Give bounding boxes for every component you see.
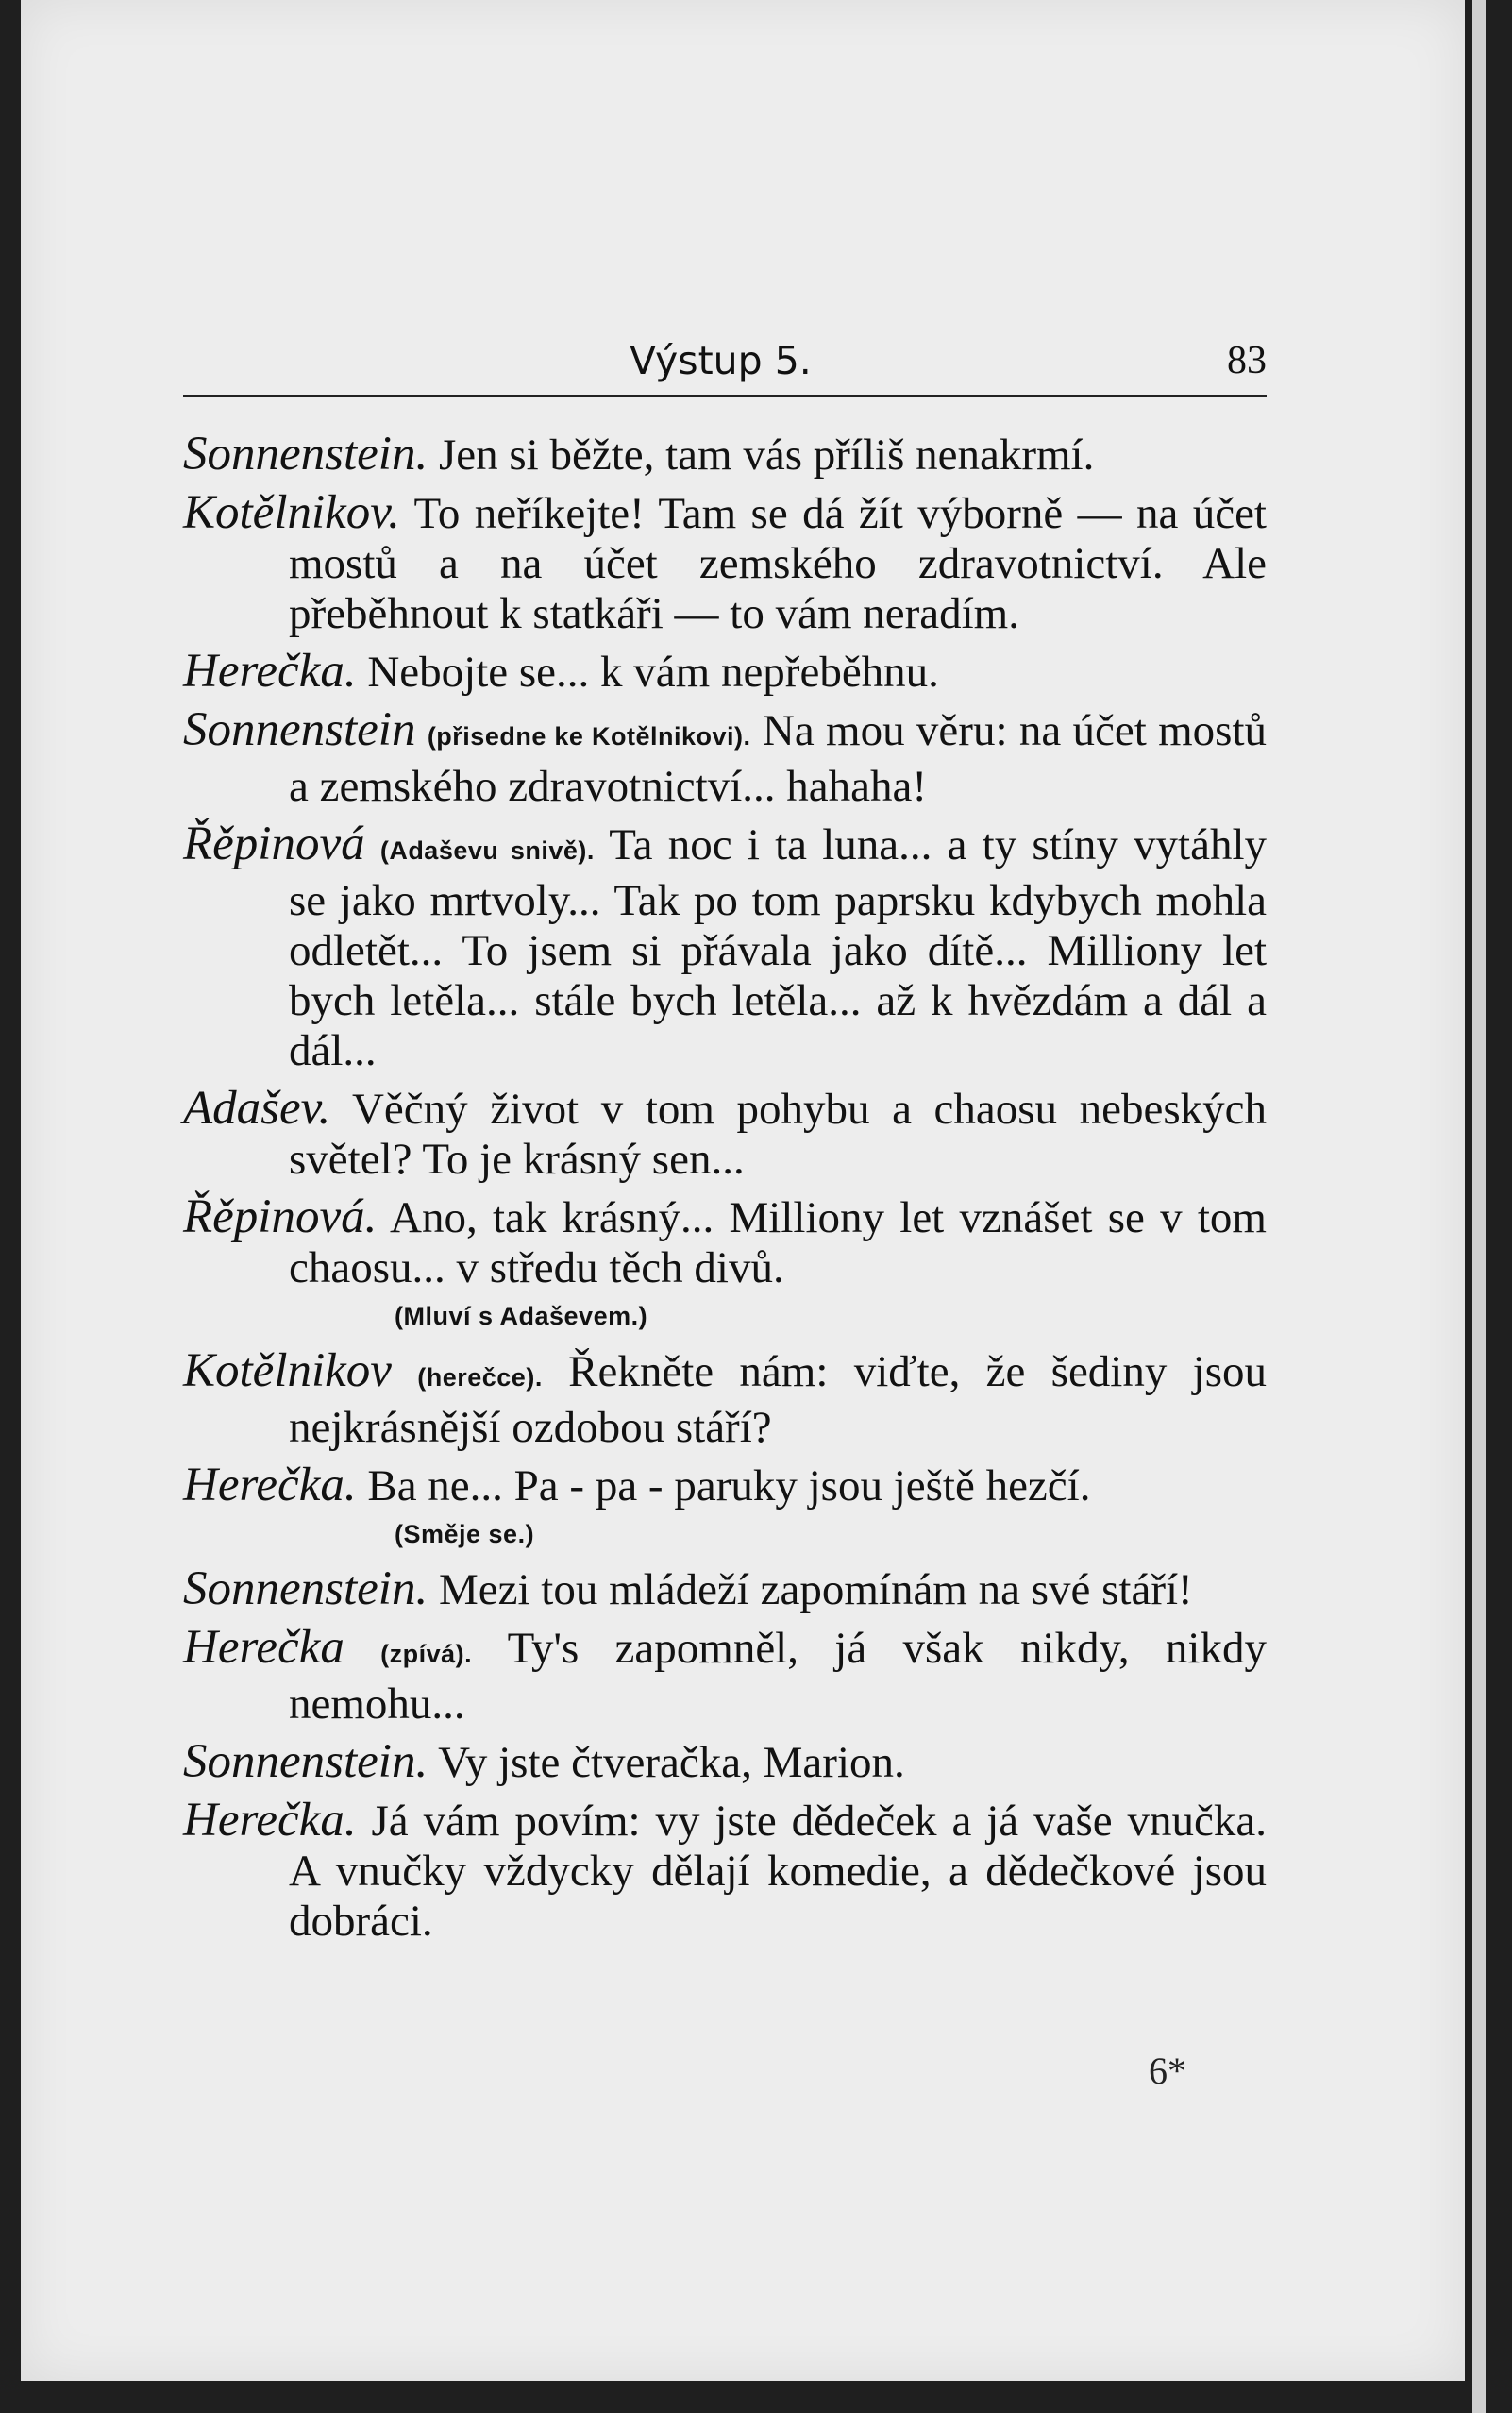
signature-mark: 6* (1149, 2050, 1186, 2092)
speech-9 (183, 1460, 1267, 1557)
speaker-name: Kotělnikov (183, 1344, 392, 1397)
speech-4 (183, 705, 1267, 812)
speech-8 (183, 1346, 1267, 1453)
stage-direction: (herečce). (417, 1363, 543, 1392)
running-header (183, 332, 1267, 404)
speech-text: To neříkejte! Tam se dá žít výborně — na účet mostů a na účet zemského zdravotnictví. Ale přeběhnout k statkáři — to vám neradím. (289, 489, 1267, 638)
play-text (183, 430, 1267, 1954)
stage-direction: (přisedne ke Kotělnikovi). (427, 722, 751, 751)
speaker-name: Herečka. (183, 1794, 357, 1847)
header-rule (183, 395, 1267, 397)
speaker-name: Sonnenstein. (183, 428, 428, 481)
speech-text: Nebojte se... k vám nepřeběhnu. (367, 648, 939, 697)
stage-direction: (zpívá). (380, 1640, 473, 1668)
speech-3 (183, 647, 1267, 698)
speech-text: Jen si běžte, tam vás příliš nenakrmí. (438, 430, 1095, 480)
speech-text: Vy jste čtveračka, Marion. (438, 1738, 905, 1787)
speech-11 (183, 1623, 1267, 1730)
speech-text: Ta noc i ta luna... a ty stíny vytáhly se jako mrtvoly... Tak po tom paprsku kdybych mohla odletět... To jsem si přávala jako dítě... Milliony let bych letěla... stále bych letěla... až k hvězdám a dál a dál... (289, 820, 1268, 1075)
speech-text: Já vám povím: vy jste dědeček a já vaše vnučka. A vnučky vždycky dělají komedie, a dědečkové jsou dobráci. (289, 1797, 1267, 1946)
speech-13 (183, 1796, 1267, 1947)
stage-direction: (Adaševu snivě). (379, 836, 595, 865)
speech-text: Na mou věru: na účet mostů a zemského zdravotnictví... hahaha! (289, 706, 1268, 811)
speech-7 (183, 1192, 1267, 1339)
speech-text: Ano, tak krásný... Milliony let vznášet se v tom chaosu... v středu těch divů. (289, 1193, 1267, 1292)
speaker-name: Kotělnikov. (183, 486, 400, 539)
speaker-name: Herečka. (183, 1459, 357, 1511)
speaker-name: Řěpinová (183, 818, 365, 870)
speaker-name: Sonnenstein. (183, 1735, 428, 1788)
speech-2 (183, 488, 1267, 639)
stage-direction: (Mluví s Adaševem.) (395, 1302, 648, 1330)
page-edge (1472, 0, 1486, 2413)
speech-text: Ba ne... Pa - pa - paruky jsou ještě hezčí. (367, 1461, 1091, 1510)
page-number: 83 (1227, 339, 1267, 382)
speech-12 (183, 1737, 1267, 1788)
speech-text: Mezi tou mládeží zapomínám na své stáří! (438, 1565, 1193, 1614)
speaker-name: Adašev. (183, 1082, 331, 1135)
speech-text: Věčný život v tom pohybu a chaosu nebeských světel? To je krásný sen... (289, 1085, 1267, 1184)
speech-1 (183, 430, 1267, 481)
speaker-name: Řěpinová. (183, 1190, 378, 1243)
speech-text: Řekněte nám: viďte, že šediny jsou nejkrásnější ozdobou stáří? (289, 1347, 1268, 1452)
speech-text: Ty's zapomněl, já však nikdy, nikdy nemohu... (289, 1624, 1267, 1729)
stage-direction: (Směje se.) (395, 1520, 535, 1548)
speaker-name: Herečka. (183, 645, 357, 698)
speech-6 (183, 1084, 1267, 1185)
speaker-name: Sonnenstein (183, 703, 416, 756)
book-page (21, 0, 1465, 2381)
header-title: Výstup 5. (630, 338, 812, 383)
speaker-name: Sonnenstein. (183, 1562, 428, 1615)
speech-5 (183, 819, 1267, 1076)
speaker-name: Herečka (183, 1621, 344, 1674)
speech-10 (183, 1564, 1267, 1615)
